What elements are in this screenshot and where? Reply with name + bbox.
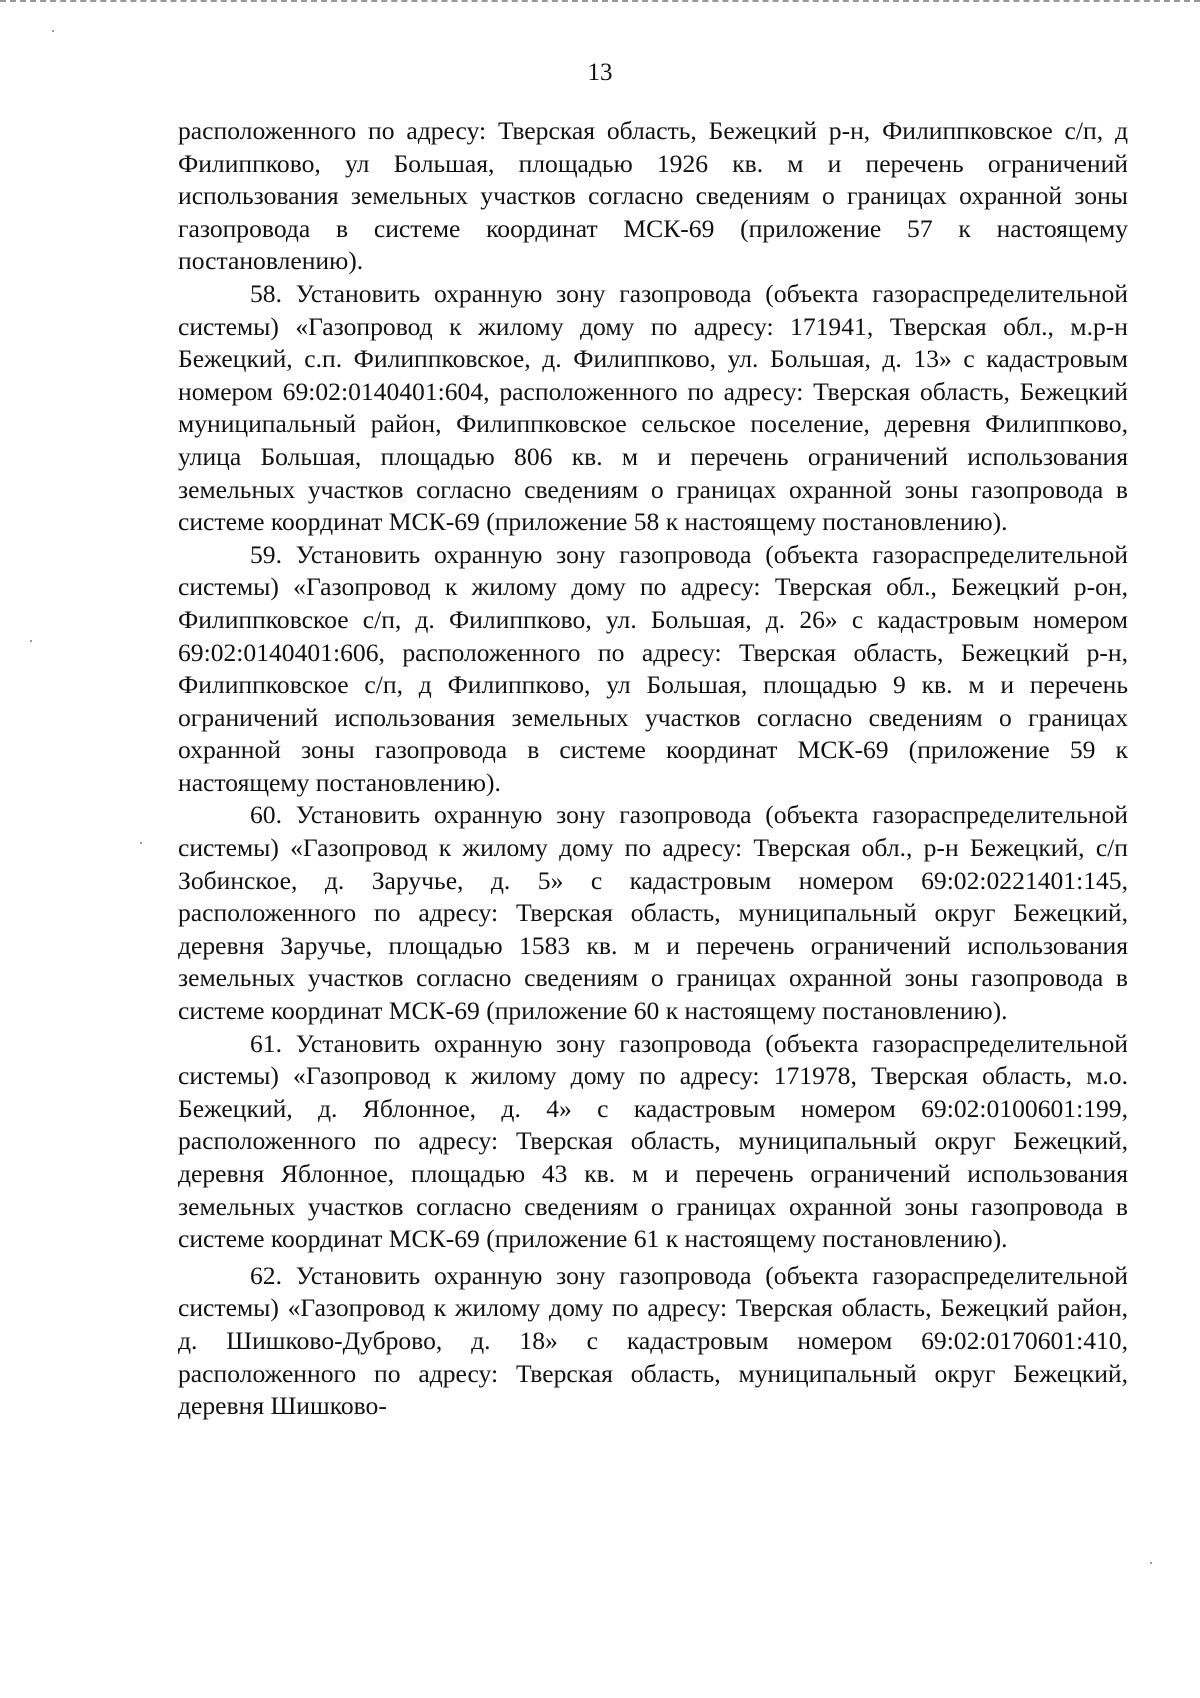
scan-speck [1150, 1562, 1152, 1564]
page-number: 13 [587, 59, 613, 86]
paragraph-60: 60. Установить охранную зону газопровода (объекта газораспределительной системы) «Газопровод к жилому дому по адресу: Тверская обл., р-н Бежецкий, с/п Зобинское, д. Заручье, д. 5» с кадастровым номером 69:02:0221401:145, расположенного по адресу: Тверская область, муниципальный округ Бежецкий, деревня Заручье, площадью 1583 кв. м и перечень ограничений использования земельных участков согласно сведениям о границах охранной зоны газопровода в системе координат МСК-69 (приложение 60 к настоящему постановлению). [178, 800, 1128, 1026]
paragraph-58: 58. Установить охранную зону газопровода (объекта газораспределительной системы) «Газопровод к жилому дому по адресу: 171941, Тверская обл., м.р-н Бежецкий, с.п. Филиппковское, д. Филиппково, ул. Большая, д. 13» с кадастровым номером 69:02:0140401:604, расположенного по адресу: Тверская область, Бежецкий муниципальный район, Филиппковское сельское поселение, деревня Филиппково, улица Большая, площадью 806 кв. м и перечень ограничений использования земельных участков согласно сведениям о границах охранной зоны газопровода в системе координат МСК-69 (приложение 58 к настоящему постановлению). [178, 278, 1128, 537]
paragraph-57-continuation: расположенного по адресу: Тверская область, Бежецкий р-н, Филиппковское с/п, д Филиппково, ул Большая, площадью 1926 кв. м и перечень ограничений использования земельных участков согласно сведениям о границах охранной зоны газопровода в системе координат МСК-69 (приложение 57 к настоящему постановлению). [178, 116, 1128, 276]
scan-speck [30, 640, 32, 642]
scan-speck [52, 30, 54, 32]
paragraph-62: 62. Установить охранную зону газопровода (объекта газораспределительной системы) «Газопровод к жилому дому по адресу: Тверская область, Бежецкий район, д. Шишково-Дуброво, д. 18» с кадастровым номером 69:02:0170601:410, расположенного по адресу: Тверская область, муниципальный округ Бежецкий, деревня Шишково- [178, 1260, 1128, 1421]
scan-speck [140, 842, 142, 844]
paragraph-61: 61. Установить охранную зону газопровода (объекта газораспределительной системы) «Газопровод к жилому дому по адресу: 171978, Тверская область, м.о. Бежецкий, д. Яблонное, д. 4» с кадастровым номером 69:02:0100601:199, расположенного по адресу: Тверская область, муниципальный округ Бежецкий, деревня Яблонное, площадью 43 кв. м и перечень ограничений использования земельных участков согласно сведениям о границах охранной зоны газопровода в системе координат МСК-69 (приложение 61 к настоящему постановлению). [178, 1028, 1128, 1254]
paragraph-59: 59. Установить охранную зону газопровода (объекта газораспределительной системы) «Газопровод к жилому дому по адресу: Тверская обл., Бежецкий р-он, Филиппковское с/п, д. Филиппково, ул. Большая, д. 26» с кадастровым номером 69:02:0140401:606, расположенного по адресу: Тверская область, Бежецкий р-н, Филиппковское с/п, д Филиппково, ул Большая, площадью 9 кв. м и перечень ограничений использования земельных участков согласно сведениям о границах охранной зоны газопровода в системе координат МСК-69 (приложение 59 к настоящему постановлению). [178, 539, 1128, 797]
scan-top-edge [0, 0, 1200, 5]
document-body [178, 115, 1128, 1423]
